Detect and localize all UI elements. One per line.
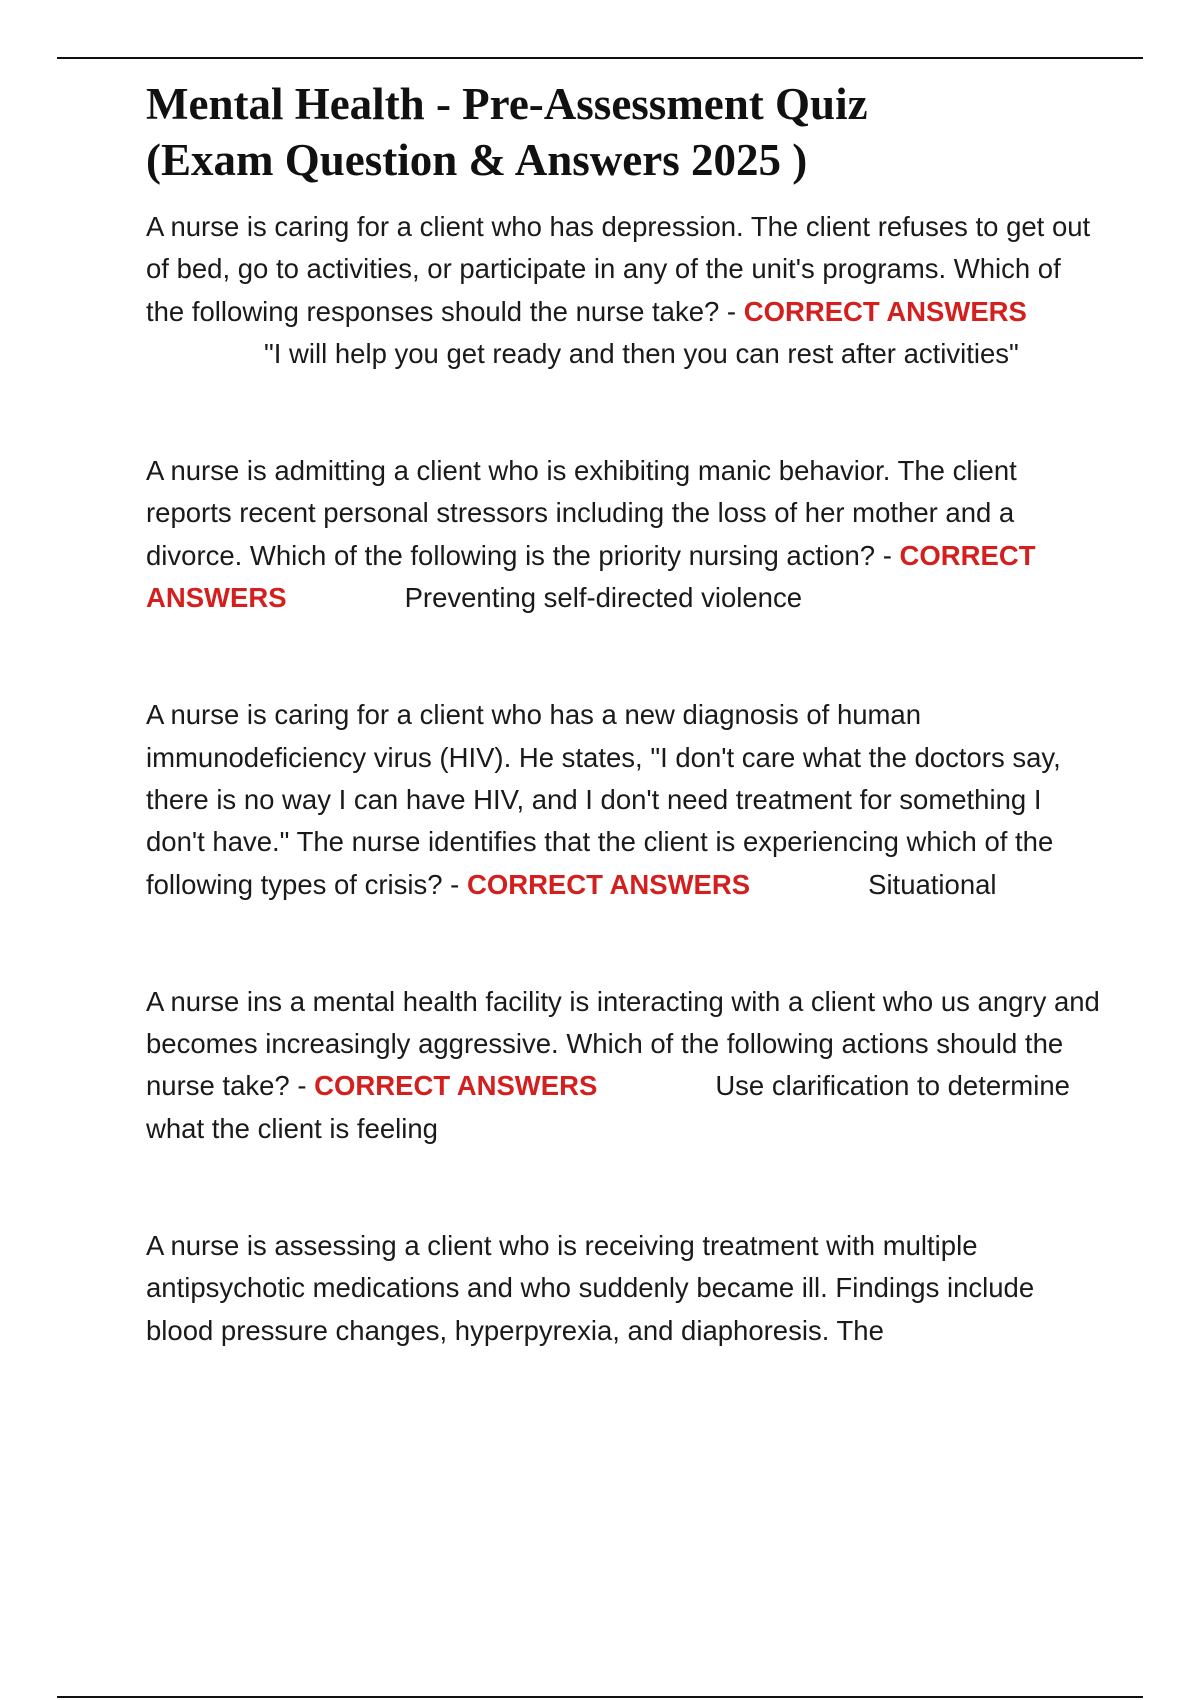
document-page: [146, 76, 1106, 1352]
question-text: A nurse is caring for a client who has depression. The client refuses to get out of bed, go to activities, or participate in any of the unit's programs. Which of the following responses should the nurse take? -: [146, 211, 1091, 327]
question-text: A nurse is caring for a client who has a new diagnosis of human immunodeficiency virus (HIV). He states, "I don't care what the doctors say, there is no way I can have HIV, and I don't need treatment for something I don't have." The nurse identifies that the client is experiencing which of the following types of crisis? -: [146, 699, 1061, 900]
bottom-rule: [57, 1696, 1143, 1698]
top-rule: [57, 57, 1143, 59]
qa-list: [146, 206, 1106, 1352]
qa-item: [146, 450, 1106, 619]
question-text: A nurse ins a mental health facility is interacting with a client who us angry and becomes increasingly aggressive. Which of the following actions should the nurse take? -: [146, 985, 1100, 1102]
question-text: A nurse is admitting a client who is exhibiting manic behavior. The client reports recent personal stressors including the loss of her mother and a divorce. Which of the following is the priority nursing action? -: [146, 455, 1017, 571]
answer-text: Preventing self-directed violence: [404, 582, 802, 614]
correct-answers-label: CORRECT ANSWERS: [146, 539, 1036, 614]
correct-answers-label: CORRECT ANSWERS: [314, 1070, 598, 1102]
qa-item: [146, 981, 1106, 1150]
correct-answers-label: CORRECT ANSWERS: [466, 868, 751, 900]
title-line-1: Mental Health - Pre-Assessment Quiz: [146, 79, 868, 129]
title-line-2: (Exam Question & Answers 2025 ): [146, 135, 808, 185]
qa-item: [146, 1225, 1106, 1352]
question-text: A nurse is assessing a client who is receiving treatment with multiple antipsychotic medications and who suddenly became ill. Findings include blood pressure changes, hyperpyrexia, and diaphoresis. The: [146, 1230, 1035, 1346]
correct-answers-label: CORRECT ANSWERS: [743, 295, 1027, 327]
document-title: [146, 76, 1106, 188]
answer-text: "I will help you get ready and then you can rest after activities": [264, 337, 1019, 369]
answer-text: Use clarification to determine what the client is feeling: [146, 1070, 1070, 1144]
qa-item: [146, 206, 1106, 375]
answer-text: Situational: [868, 868, 997, 900]
qa-item: [146, 694, 1106, 905]
